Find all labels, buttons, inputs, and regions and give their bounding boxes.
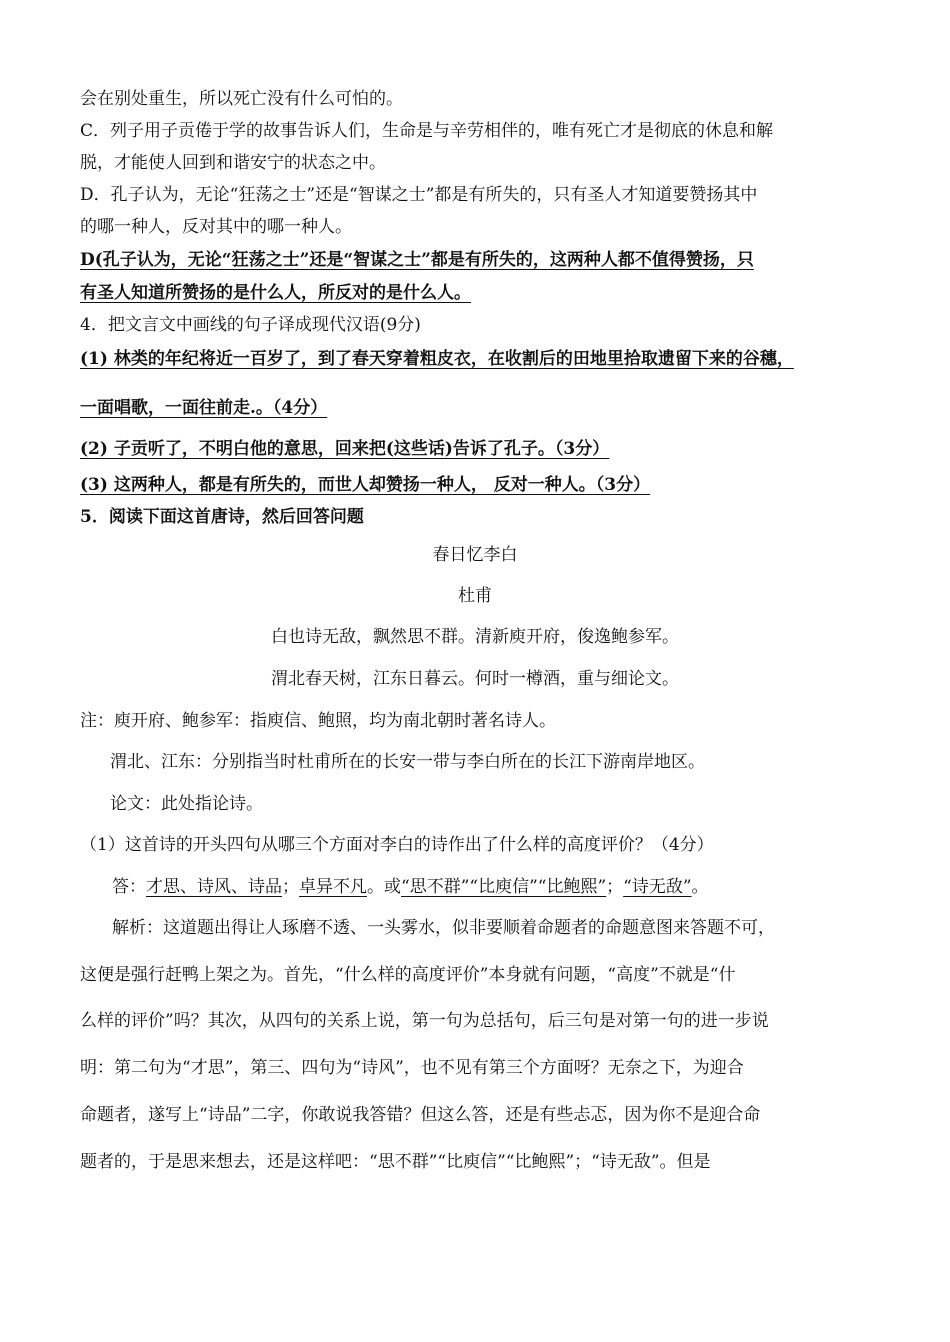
answer-sep: ； — [282, 877, 299, 897]
analysis-line: 明：第二句为“才思”，第三、四句为“诗风”，也不见有第三个方面呀？无奈之下，为迎合 — [80, 1058, 744, 1078]
answer-part-4: “诗无敌” — [623, 877, 692, 897]
poem-line-2: 渭北春天树，江东日暮云。何时一樽酒，重与细论文。 — [271, 669, 679, 689]
analysis-line: 解析：这道题出得让人琢磨不透、一头雾水，似非要顺着命题者的命题意图来答题不可， — [112, 918, 775, 938]
note-2: 渭北、江东：分别指当时杜甫所在的长安一带与李白所在的长江下游南岸地区。 — [110, 752, 705, 772]
note-3: 论文：此处指论诗。 — [110, 794, 263, 814]
translation-2: (2) 子贡听了，不明白他的意思，回来把(这些话)告诉了孔子。（3分） — [80, 439, 610, 459]
answer-part-3: “思不群”“比庾信”“比鲍熙” — [401, 877, 607, 897]
translation-1-cont: 一面唱歌，一面往前走.。（4分） — [80, 398, 328, 418]
answer-sep: ； — [606, 877, 624, 897]
option-c-line: C．列子用子贡倦于学的故事告诉人们，生命是与辛劳相伴的，唯有死亡才是彻底的休息和解 — [80, 121, 774, 141]
answer-mid: 。或 — [367, 877, 401, 897]
answer-prefix: 答： — [112, 877, 146, 897]
translation-1: (1) 林类的年纪将近一百岁了，到了春天穿着粗皮衣，在收割后的田地里拾取遗留下来的谷穗， — [80, 349, 794, 369]
text-line: 会在别处重生，所以死亡没有什么可怕的。 — [80, 89, 403, 109]
question-5-heading: 5．阅读下面这首唐诗，然后回答问题 — [80, 507, 364, 527]
analysis-line: 命题者，遂写上“诗品”二字，你敢说我答错？但这么答，还是有些忐忑，因为你不是迎合命 — [80, 1105, 761, 1125]
analysis-line: 这便是强行赶鸭上架之为。首先，“什么样的高度评价”本身就有问题，“高度”不就是“什 — [80, 965, 736, 985]
answer-end: 。 — [691, 877, 709, 897]
translation-3: (3) 这两种人，都是有所失的，而世人却赞扬一种人， 反对一种人。（3分） — [80, 475, 651, 495]
answer-3-line: 有圣人知道所赞扬的是什么人，所反对的是什么人。 — [80, 283, 471, 303]
text-line: 的哪一种人，反对其中的哪一种人。 — [80, 217, 352, 237]
question-4-heading: 4．把文言文中画线的句子译成现代汉语(9分) — [80, 315, 421, 335]
option-d-line: D．孔子认为，无论“狂荡之士”还是“智谋之士”都是有所失的，只有圣人才知道要赞扬其中 — [80, 185, 758, 205]
poem-line-1: 白也诗无敌，飘然思不群。清新庾开府，俊逸鲍参军。 — [271, 627, 679, 647]
poem-author: 杜甫 — [458, 586, 492, 606]
poem-title: 春日忆李白 — [432, 545, 518, 565]
answer-3-line: D(孔子认为，无论“狂荡之士”还是“智谋之士”都是有所失的，这两种人都不值得赞扬，只 — [80, 250, 754, 270]
analysis-line: 题者的，于是思来想去，还是这样吧：“思不群”“比庾信”“比鲍熙”；“诗无敌”。但是 — [80, 1152, 711, 1172]
answer-part-2: 卓异不凡 — [299, 877, 367, 897]
note-1: 注：庾开府、鲍参军：指庾信、鲍照，均为南北朝时著名诗人。 — [80, 711, 556, 731]
answer-line — [112, 875, 709, 899]
analysis-line: 么样的评价”吗？其次，从四句的关系上说，第一句为总括句，后三句是对第一句的进一步说 — [80, 1011, 769, 1031]
answer-part-1: 才思、诗风、诗品 — [146, 877, 282, 897]
text-line: 脱，才能使人回到和谐安宁的状态之中。 — [80, 153, 386, 173]
question-1: （1）这首诗的开头四句从哪三个方面对李白的诗作出了什么样的高度评价？（4分） — [80, 835, 714, 855]
